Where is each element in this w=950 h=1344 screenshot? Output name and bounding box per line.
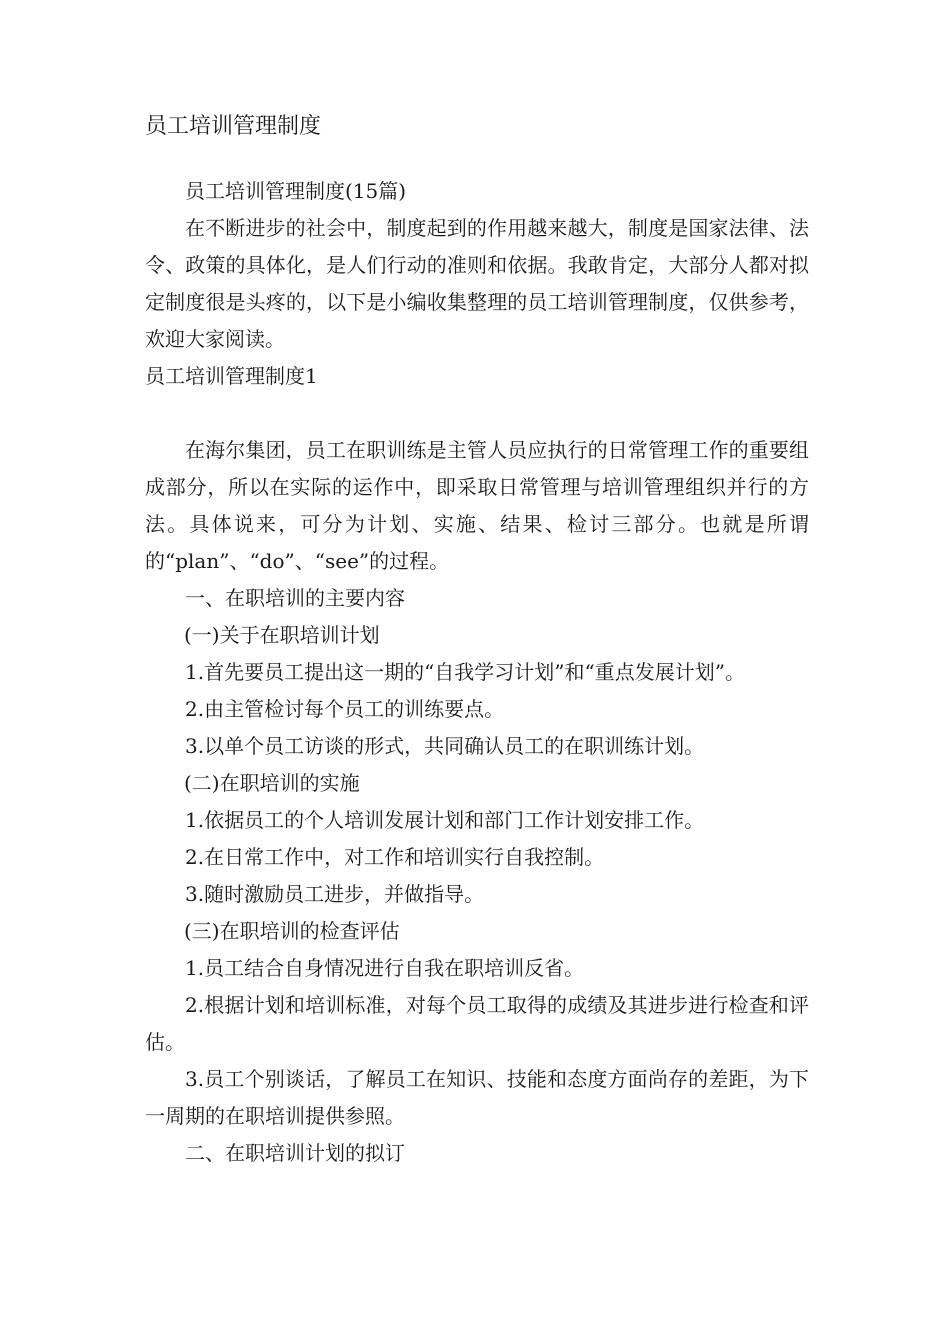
intro-paragraph: 在不断进步的社会中，制度起到的作用越来越大，制度是国家法律、法令、政策的具体化，是人们行动的准则和依据。我敢肯定，大部分人都对拟定制度很是头疼的，以下是小编收集整理的员工培训管理制度，仅供参考，欢迎大家阅读。 bbox=[145, 216, 809, 351]
list-item: 3.随时激励员工进步，并做指导。 bbox=[185, 882, 485, 906]
list-item: 2.在日常工作中，对工作和培训实行自我控制。 bbox=[185, 845, 605, 869]
list-heading: 一、在职培训的主要内容 bbox=[185, 586, 405, 610]
subsection-heading: (一)关于在职培训计划 bbox=[184, 623, 380, 647]
document-subtitle: 员工培训管理制度(15篇) bbox=[185, 179, 407, 203]
list-item: 2.由主管检讨每个员工的训练要点。 bbox=[185, 697, 505, 721]
body-paragraph: 在海尔集团，员工在职训练是主管人员应执行的日常管理工作的重要组成部分，所以在实际的运作中，即采取日常管理与培训管理组织并行的方法。具体说来，可分为计划、实施、结果、检讨三部分。也就是所谓的“plan”、“do”、“see”的过程。 bbox=[145, 438, 809, 573]
list-item: 1.员工结合自身情况进行自我在职培训反省。 bbox=[185, 956, 585, 980]
list-item: 2.根据计划和培训标准，对每个员工取得的成绩及其进步进行检查和评估。 bbox=[145, 993, 809, 1054]
document-body bbox=[145, 173, 809, 1172]
list-item: 1.首先要员工提出这一期的“自我学习计划”和“重点发展计划”。 bbox=[185, 660, 745, 684]
document-title: 员工培训管理制度 bbox=[145, 114, 322, 139]
list-item: 1.依据员工的个人培训发展计划和部门工作计划安排工作。 bbox=[185, 808, 705, 832]
list-item: 3.员工个别谈话，了解员工在知识、技能和态度方面尚存的差距，为下一周期的在职培训提供参照。 bbox=[145, 1067, 809, 1128]
subsection-heading: (二)在职培训的实施 bbox=[184, 771, 360, 795]
list-heading: 二、在职培训计划的拟订 bbox=[185, 1141, 405, 1165]
subsection-heading: (三)在职培训的检查评估 bbox=[184, 919, 400, 943]
section-heading: 员工培训管理制度1 bbox=[145, 364, 318, 388]
list-item: 3.以单个员工访谈的形式，共同确认员工的在职训练计划。 bbox=[185, 734, 705, 758]
